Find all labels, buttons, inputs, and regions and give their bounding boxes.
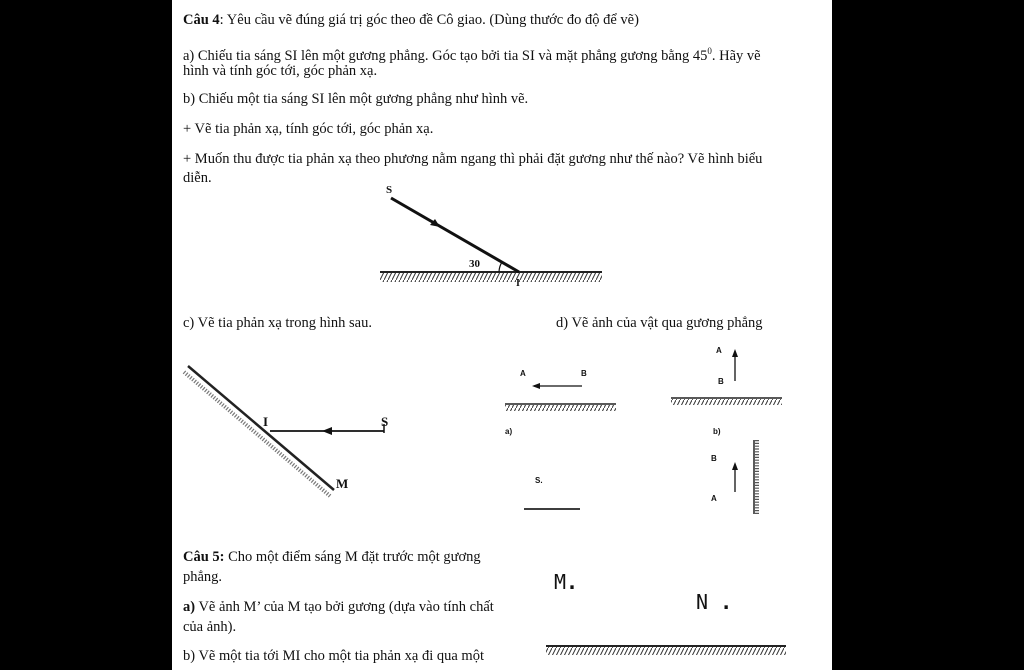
q4-a-line2: hình và tính góc tới, góc phản xạ. [183,63,378,79]
figure-d-a-label-a: A [520,369,526,378]
figure-b-mirror [380,272,602,282]
q4-heading [183,11,639,29]
figure-d-b-object-arrow [732,349,738,381]
q4-d-line: d) Vẽ ảnh của vật qua gương phẳng [556,315,763,331]
q4-c-line: c) Vẽ tia phản xạ trong hình sau. [183,315,372,331]
figure-d-a-object-arrow [532,383,582,389]
q4-b-line: b) Chiếu một tia sáng SI lên một gương phẳng như hình vẽ. [183,91,529,107]
q4-a-degree: 0 [707,46,712,56]
q4-b-bullet2-line1: + Muốn thu được tia phản xạ theo phương nằm ngang thì phải đặt gương như thế nào? Vẽ hình biểu [183,151,763,167]
q5-text: Cho một điểm sáng M đặt trước một gương [224,549,481,565]
q5-point-n-label: N [696,590,709,614]
figure-b-label-s: S [386,184,393,196]
q4-a-text-end: . Hãy vẽ [711,47,761,64]
q4-title: : Yêu cầu vẽ đúng giá trị góc theo đề Cô giao. (Dùng thước đo độ để vẽ) [219,12,639,28]
figure-d-a-mirror [505,404,616,411]
figure-d-s-point: S. [535,476,543,485]
q5-a-line1 [183,598,494,616]
figure-d-a-label-b: B [581,369,587,378]
figure-c-label-i: I [263,414,269,429]
figure-d-c-label-b: B [711,454,717,463]
figure-d-c-mirror [754,440,757,514]
figure-d-b-label-b: B [718,377,724,386]
q5-line2: phẳng. [183,569,223,585]
worksheet-page [172,0,832,670]
q5-a-label: a) [183,599,196,615]
q5-mirror [546,646,786,655]
figure-b-label-angle: 30 [469,258,480,270]
q5-label: Câu 5: [183,549,225,565]
q5-b-line: b) Vẽ một tia tới MI cho một tia phản xạ đi qua một [183,648,484,664]
q5-a-text: Vẽ ảnh M’ của M tạo bởi gương (dựa vào tính chất [195,599,494,615]
q5-line1 [183,548,481,566]
q4-b-bullet2-line2: diễn. [183,170,212,186]
figure-d-b-label-a: A [716,346,722,355]
figure-d-c-label-a: A [711,494,717,503]
figure-d-b-caption: b) [713,427,721,436]
q4-b-bullet1: + Vẽ tia phản xạ, tính góc tới, góc phản xạ. [183,121,434,137]
figure-c-ray [270,424,384,435]
q5-point-n: N . [696,590,733,614]
q5-a-line2: của ảnh). [183,619,237,635]
q5-point-m: M. [554,570,579,594]
figure-d-b-mirror [671,398,782,405]
figure-c-label-m: M [336,476,349,491]
figure-b-angle-arc [499,262,502,272]
figure-d-c-object-arrow [732,462,738,492]
figure-d-a-caption: a) [505,427,513,436]
q5-point-m-label: M [554,570,567,594]
q4-label: Câu 4 [183,12,220,28]
figure-b-incident-ray [391,198,519,272]
figure-b-label-i: I [516,278,520,289]
q4-a-text: a) Chiếu tia sáng SI lên một gương phẳng. Góc tạo bởi tia SI và mặt phẳng gương bằng 45 [183,47,708,64]
figure-c-label-s: S [381,414,389,429]
